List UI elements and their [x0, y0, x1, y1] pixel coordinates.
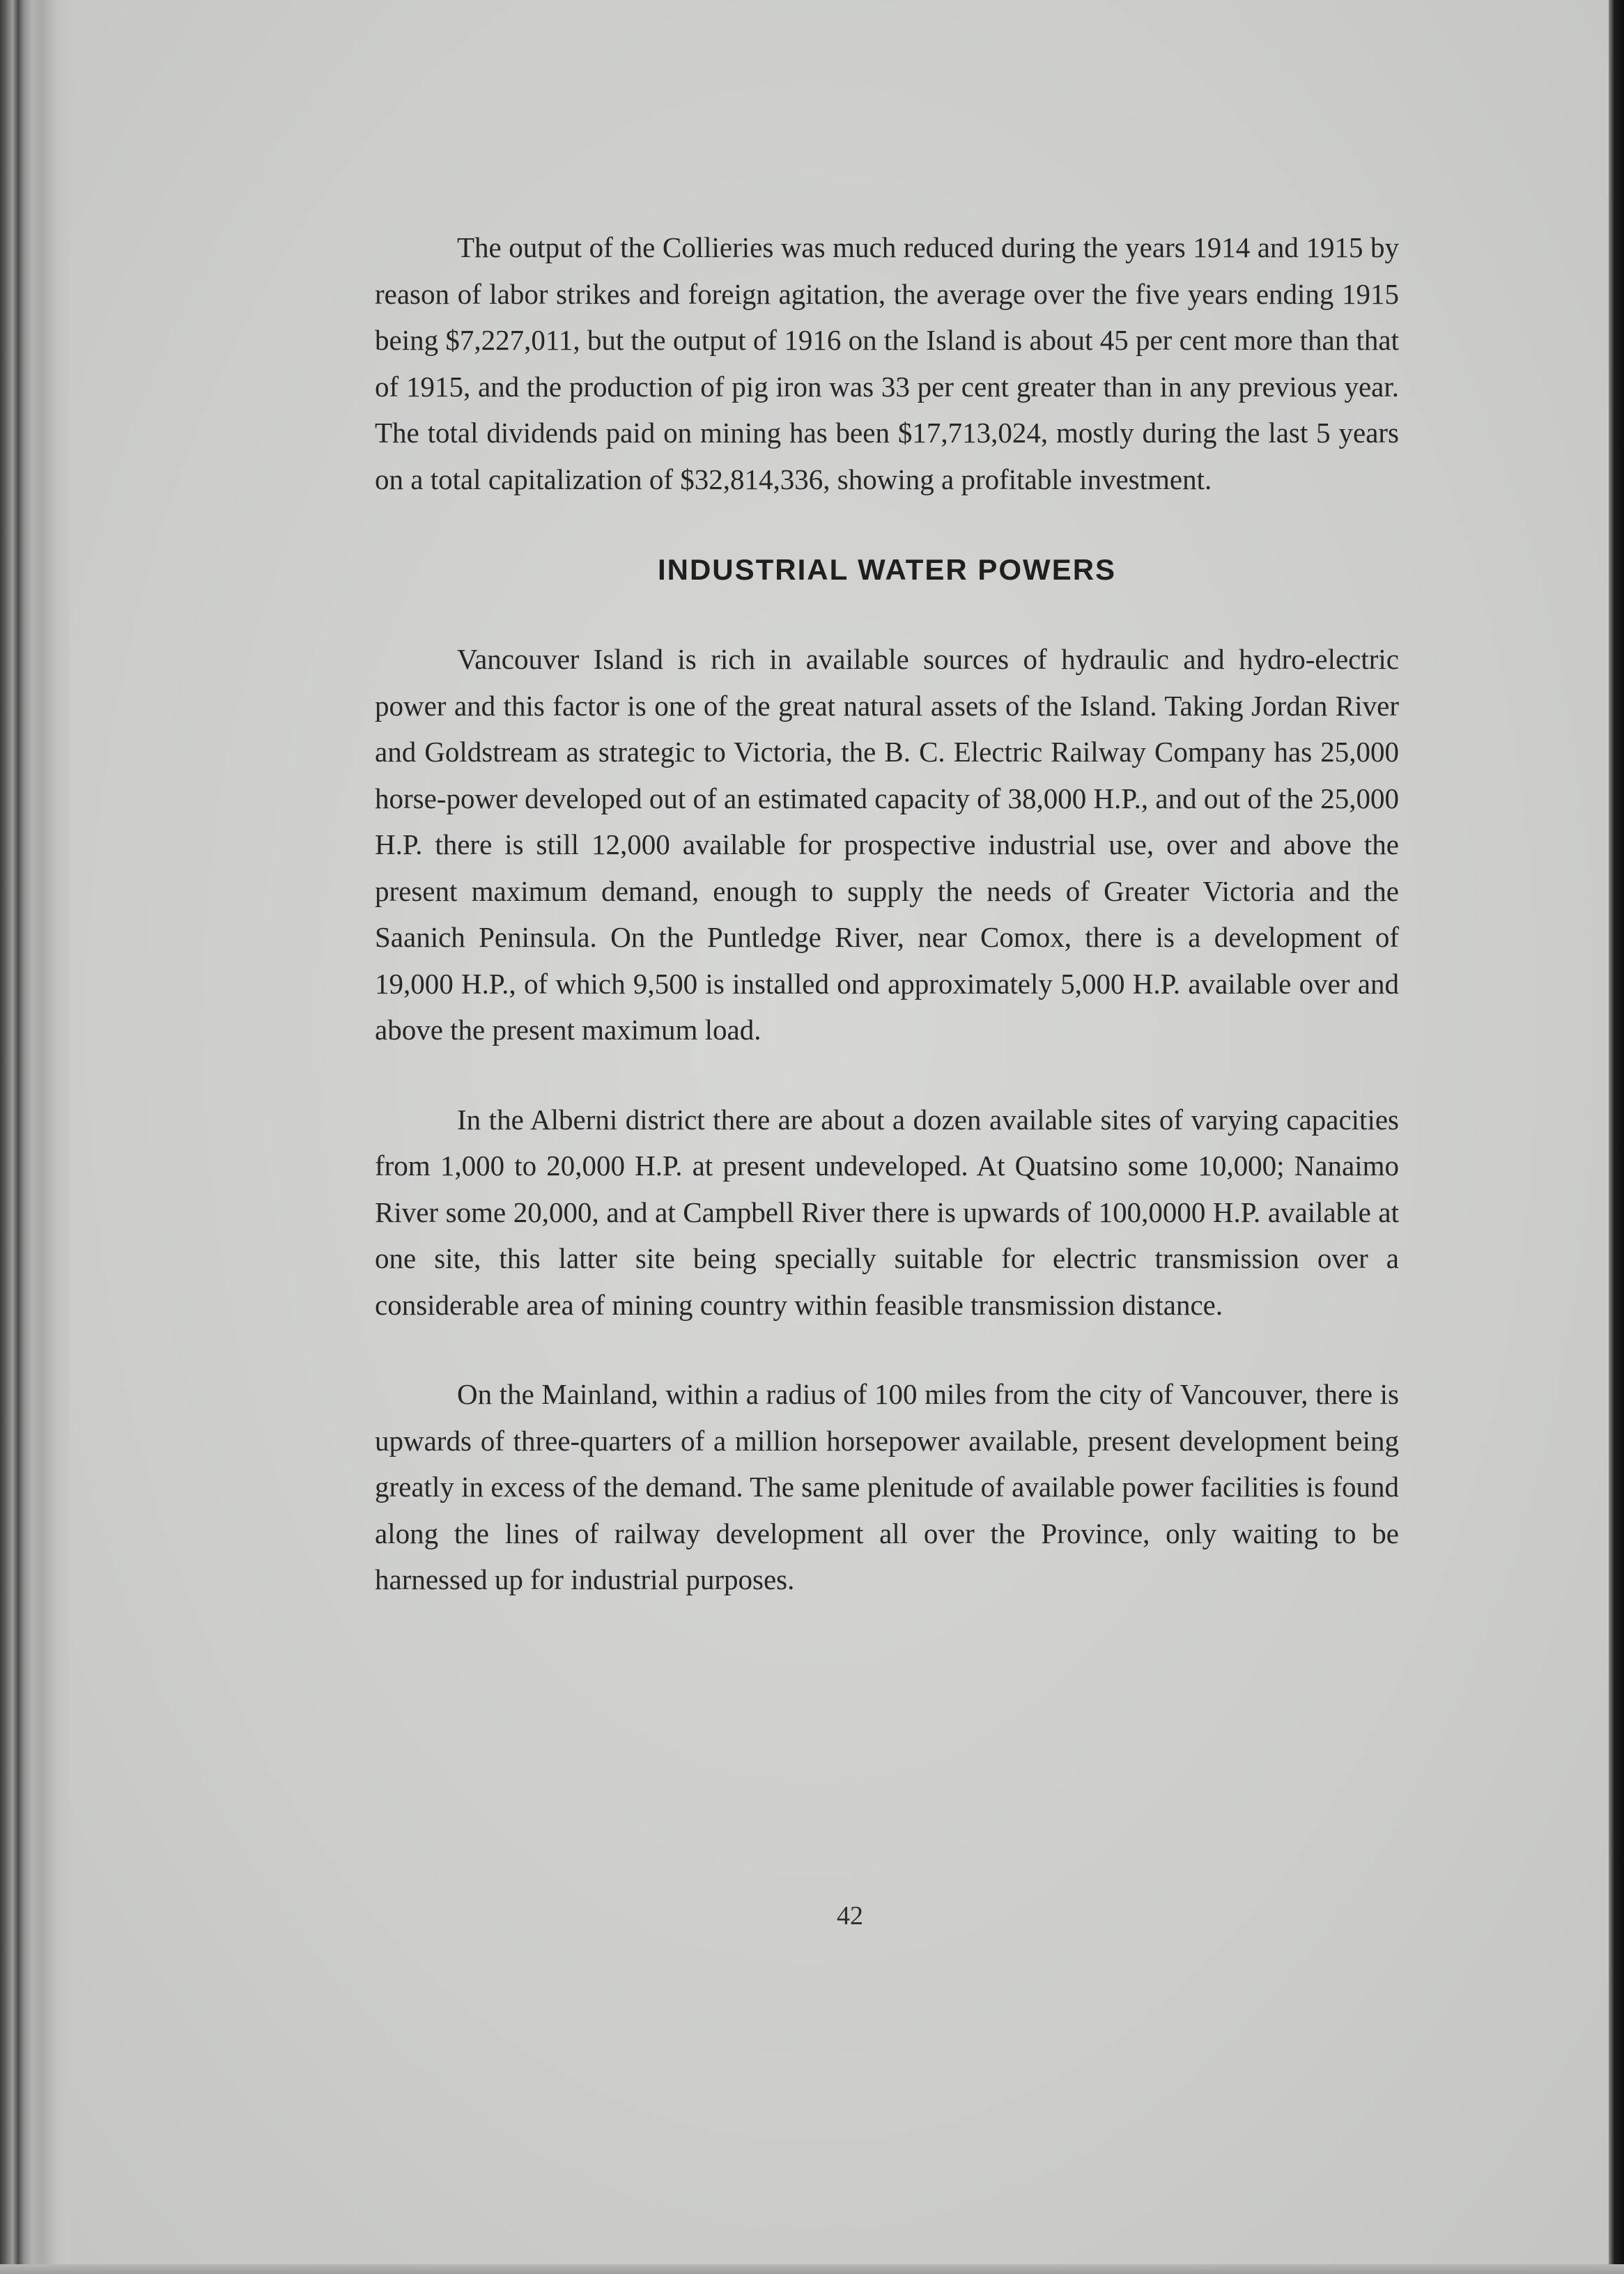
- paragraph-alberni-district: In the Alberni district there are about a dozen available sites of varying capacities from 1,000 to 20,000 H.P. at present undeveloped. At Quatsino some 10,000; Nanaimo River some 20,000, and at Campbell River there is upwards of 100,0000 H.P. available at one site, this latter site being specially suitable for electric transmission over a considerable area of mining country within feasible transmission distance.: [375, 1103, 1399, 1321]
- section-heading: INDUSTRIAL WATER POWERS: [657, 553, 1117, 586]
- paragraph-collieries-output: The output of the Collieries was much reduced during the years 1914 and 1915 by reason of labor strikes and foreign agitation, the average over the five years ending 1915 being $7,227,011, but the output of 1916 on the Island is about 45 per cent more than that of 1915, and the production of pig iron was 33 per cent greater than in any previous year. The total dividends paid on mining has been $17,713,024, mostly during the last 5 years on a total capitalization of $32,814,336, showing a profitable investment.: [375, 231, 1399, 495]
- text-column: [375, 224, 1399, 1603]
- paragraph-mainland-power: On the Mainland, within a radius of 100 miles from the city of Vancouver, there is upwards of three-quarters of a million horsepower available, present development being greatly in excess of the demand. The same plenitude of available power facilities is found along the lines of railway development all over the Province, only waiting to be harnessed up for industrial purposes.: [375, 1378, 1399, 1595]
- paragraph-vancouver-island-power: Vancouver Island is rich in available sources of hydraulic and hydro-electric power and this factor is one of the great natural assets of the Island. Taking Jordan River and Goldstream as strategic to Victoria, the B. C. Electric Railway Company has 25,000 horse-power developed out of an estimated capacity of 38,000 H.P., and out of the 25,000 H.P. there is still 12,000 available for prospective industrial use, over and above the present maximum demand, enough to supply the needs of Greater Victoria and the Saanich Peninsula. On the Puntledge River, near Comox, there is a development of 19,000 H.P., of which 9,500 is installed ond approximately 5,000 H.P. available over and above the present maximum load.: [375, 643, 1399, 1046]
- page-right-edge: [1609, 0, 1624, 2274]
- page-number: 42: [837, 1901, 863, 1931]
- page-bottom-edge: [0, 2264, 1624, 2274]
- book-binding-edge: [0, 0, 70, 2274]
